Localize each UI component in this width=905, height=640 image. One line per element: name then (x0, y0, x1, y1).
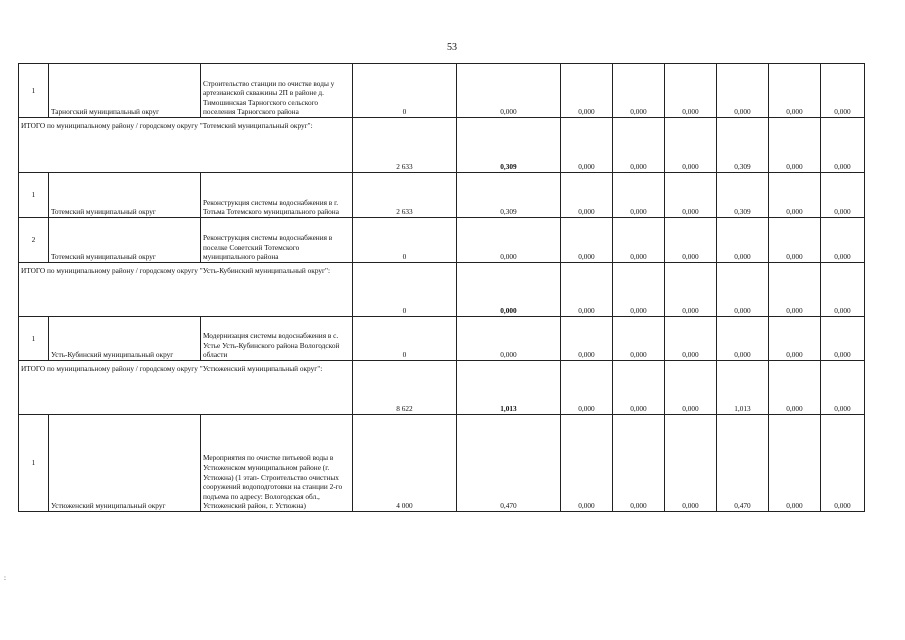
row-index: 1 (19, 317, 49, 361)
value-cell: 0,000 (717, 218, 769, 263)
value-cell: 0,000 (613, 64, 665, 118)
value-cell: 0,000 (769, 415, 821, 512)
value-cell: 0,000 (665, 218, 717, 263)
total-value: 0 (353, 263, 457, 317)
value-cell: 0,000 (613, 415, 665, 512)
municipality-name: Устюженский муниципальный округ (49, 415, 201, 512)
total-value: 1,013 (717, 361, 769, 415)
page-number: 53 (447, 42, 457, 53)
total-value: 1,013 (457, 361, 561, 415)
value-cell: 0 (353, 317, 457, 361)
row-index: 1 (19, 173, 49, 218)
total-value: 0,000 (769, 361, 821, 415)
value-cell: 0 (353, 64, 457, 118)
value-cell: 0,000 (665, 173, 717, 218)
total-value: 0,000 (769, 263, 821, 317)
table-row (19, 317, 865, 361)
value-cell: 0,000 (613, 317, 665, 361)
table-row (19, 64, 865, 118)
total-value: 0,000 (613, 361, 665, 415)
total-value: 0,000 (821, 263, 865, 317)
municipality-name: Тотемский муниципальный округ (49, 173, 201, 218)
total-value: 0,000 (821, 118, 865, 173)
total-value: 0,000 (561, 263, 613, 317)
total-value: 0,000 (717, 263, 769, 317)
project-description: Реконструкция системы водоснабжения в г. Тотьма Тотемского муниципального района (201, 173, 353, 218)
value-cell: 0,000 (665, 64, 717, 118)
row-index: 1 (19, 64, 49, 118)
total-row (19, 263, 865, 317)
value-cell: 0,000 (613, 173, 665, 218)
value-cell: 0,000 (561, 317, 613, 361)
margin-mark: : (4, 574, 6, 582)
total-value: 0,000 (665, 263, 717, 317)
value-cell: 0,000 (561, 173, 613, 218)
value-cell: 0,000 (717, 64, 769, 118)
total-value: 0,000 (665, 118, 717, 173)
value-cell: 0,000 (665, 317, 717, 361)
value-cell: 0,000 (613, 218, 665, 263)
total-value: 0,000 (769, 118, 821, 173)
value-cell: 0,000 (561, 218, 613, 263)
total-value: 0,000 (613, 263, 665, 317)
row-index: 1 (19, 415, 49, 512)
total-label: ИТОГО по муниципальному району / городскому округу "Устюженский муниципальный округ": (19, 361, 353, 415)
value-cell: 0,000 (821, 218, 865, 263)
municipality-name: Тотемский муниципальный округ (49, 218, 201, 263)
value-cell: 0,000 (769, 218, 821, 263)
value-cell: 0,000 (769, 173, 821, 218)
row-index: 2 (19, 218, 49, 263)
value-cell: 0,470 (457, 415, 561, 512)
value-cell: 0,000 (821, 173, 865, 218)
table-row (19, 173, 865, 218)
value-cell: 0,000 (769, 64, 821, 118)
total-value: 0,000 (561, 118, 613, 173)
project-description: Модернизация системы водоснабжения в с. Устье Усть-Кубинского района Вологодской области (201, 317, 353, 361)
total-value: 8 622 (353, 361, 457, 415)
value-cell: 0,309 (717, 173, 769, 218)
total-row (19, 118, 865, 173)
total-value: 2 633 (353, 118, 457, 173)
value-cell: 0,000 (821, 64, 865, 118)
project-description: Строительство станции по очистке воды у артезианской скважины 2П в районе д. Тимошинская Тарногского сельского поселения Тарногского района (201, 64, 353, 118)
value-cell: 0,000 (821, 415, 865, 512)
value-cell: 0,309 (457, 173, 561, 218)
value-cell: 0,000 (457, 317, 561, 361)
value-cell: 0,000 (457, 64, 561, 118)
water-projects-table (18, 63, 865, 512)
total-value: 0,309 (717, 118, 769, 173)
value-cell: 0,470 (717, 415, 769, 512)
value-cell: 4 000 (353, 415, 457, 512)
value-cell: 0,000 (821, 317, 865, 361)
value-cell: 2 633 (353, 173, 457, 218)
municipality-name: Тарногский муниципальный округ (49, 64, 201, 118)
total-value: 0,000 (665, 361, 717, 415)
value-cell: 0,000 (769, 317, 821, 361)
table-row (19, 218, 865, 263)
total-value: 0,309 (457, 118, 561, 173)
total-label: ИТОГО по муниципальному району / городскому округу "Усть-Кубинский муниципальный округ": (19, 263, 353, 317)
value-cell: 0,000 (561, 64, 613, 118)
value-cell: 0,000 (457, 218, 561, 263)
value-cell: 0 (353, 218, 457, 263)
total-row (19, 361, 865, 415)
total-value: 0,000 (821, 361, 865, 415)
total-value: 0,000 (457, 263, 561, 317)
value-cell: 0,000 (561, 415, 613, 512)
total-label: ИТОГО по муниципальному району / городскому округу "Тотемский муниципальный округ": (19, 118, 353, 173)
value-cell: 0,000 (665, 415, 717, 512)
total-value: 0,000 (561, 361, 613, 415)
municipality-name: Усть-Кубинский муниципальный округ (49, 317, 201, 361)
project-description: Реконструкция системы водоснабжения в поселке Советский Тотемского муниципального района (201, 218, 353, 263)
total-value: 0,000 (613, 118, 665, 173)
project-description: Мероприятия по очистке питьевой воды в Устюженском муниципальном районе (г. Устюжна) (1 этап- Строительство очистных сооружений водоподготовки на станции 2-го подъема по адресу: Вологодская обл., Устюженский район, г. Устюжна) (201, 415, 353, 512)
table-row (19, 415, 865, 512)
value-cell: 0,000 (717, 317, 769, 361)
